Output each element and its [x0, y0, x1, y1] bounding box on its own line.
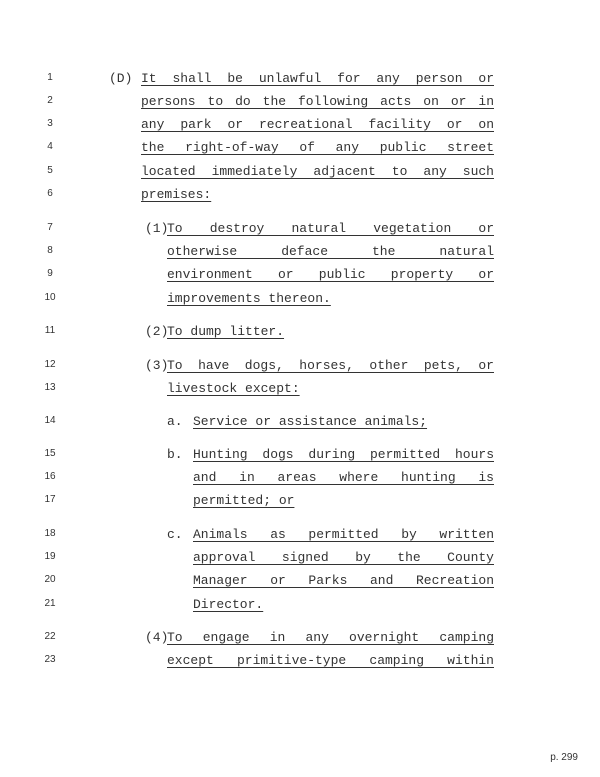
line-text: Animals as permitted by written	[193, 527, 494, 542]
line-number: 6	[47, 188, 53, 199]
line-number: 10	[44, 292, 56, 303]
line-text: improvements thereon.	[167, 291, 331, 306]
section-label: (D)	[109, 71, 133, 86]
line-number: 8	[47, 245, 53, 256]
line-number: 14	[44, 415, 56, 426]
line-number: 11	[44, 325, 56, 336]
line-number: 9	[47, 268, 53, 279]
line-number: 5	[47, 165, 53, 176]
line-text: To have dogs, horses, other pets, or	[167, 358, 494, 373]
line-number: 2	[47, 95, 53, 106]
line-number: 7	[47, 222, 53, 233]
line-text: Manager or Parks and Recreation	[193, 573, 494, 588]
line-text: To destroy natural vegetation or	[167, 221, 494, 236]
line-number: 17	[44, 494, 56, 505]
line-text: To dump litter.	[167, 324, 285, 339]
section-label: (3)	[145, 358, 169, 373]
line-text: It shall be unlawful for any person or	[141, 71, 494, 86]
section-label: b.	[167, 447, 183, 462]
line-text: premises:	[141, 187, 212, 202]
line-number: 4	[47, 141, 53, 152]
line-text: otherwise deface the natural	[167, 244, 494, 259]
line-number: 19	[44, 551, 56, 562]
line-text: except primitive-type camping within	[167, 653, 494, 668]
line-text: To engage in any overnight camping	[167, 630, 494, 645]
page-number: p. 299	[550, 752, 578, 763]
section-label: (4)	[145, 630, 169, 645]
line-number: 22	[44, 631, 56, 642]
line-number: 18	[44, 528, 56, 539]
section-label: (2)	[145, 324, 169, 339]
line-number: 1	[47, 72, 53, 83]
line-number: 23	[44, 654, 56, 665]
line-text: persons to do the following acts on or in	[141, 94, 494, 109]
line-text: livestock except:	[167, 381, 300, 396]
line-text: Hunting dogs during permitted hours	[193, 447, 494, 462]
line-text: any park or recreational facility or on	[141, 117, 494, 132]
line-text: and in areas where hunting is	[193, 470, 494, 485]
line-text: the right-of-way of any public street	[141, 140, 494, 155]
line-text: approval signed by the County	[193, 550, 494, 565]
line-number: 13	[44, 382, 56, 393]
line-number: 16	[44, 471, 56, 482]
section-label: a.	[167, 414, 183, 429]
line-number: 12	[44, 359, 56, 370]
section-label: (1)	[145, 221, 169, 236]
line-text: permitted; or	[193, 493, 295, 508]
line-text: located immediately adjacent to any such	[141, 164, 494, 179]
line-text: Director.	[193, 597, 264, 612]
line-number: 15	[44, 448, 56, 459]
line-number: 3	[47, 118, 53, 129]
line-number: 21	[44, 598, 56, 609]
line-text: environment or public property or	[167, 267, 494, 282]
line-number: 20	[44, 574, 56, 585]
line-text: Service or assistance animals;	[193, 414, 428, 429]
section-label: c.	[167, 527, 183, 542]
